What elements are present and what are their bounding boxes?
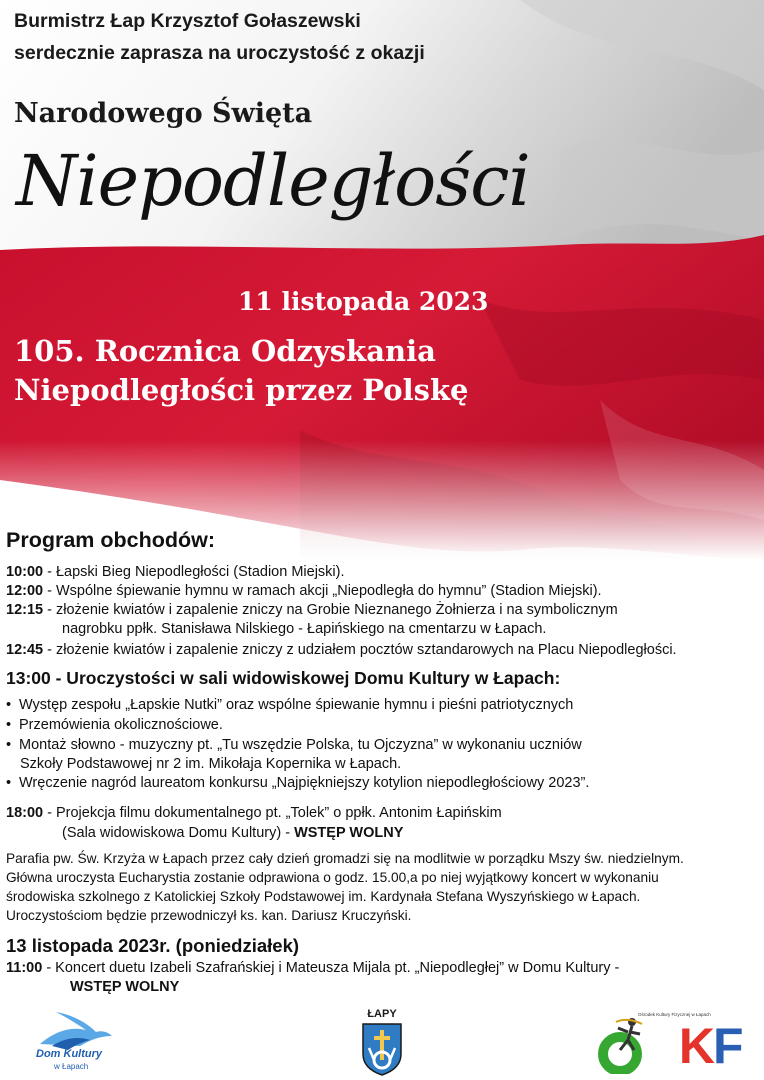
okf-full-name: Ośrodek Kultury Fizycznej w Łapach	[638, 1012, 711, 1017]
program-text: - złożenie kwiatów i zapalenie zniczy na Grobie Nieznanego Żołnierza i na symbolicznym	[43, 602, 618, 618]
program-heading: Program obchodów:	[6, 528, 216, 552]
header-line-2: serdecznie zaprasza na uroczystość z okazji	[14, 42, 425, 64]
film-line-1	[6, 805, 502, 821]
nov13-text: - Koncert duetu Izabeli Szafrańskiej i Mateusza Mijala pt. „Niepodległej” w Domu Kultury -	[42, 960, 620, 976]
bullet-item: • Przemówienia okolicznościowe.	[6, 717, 223, 733]
okf-letters: KF	[678, 1018, 742, 1074]
film-text: - Projekcja filmu dokumentalnego pt. „Tolek” o ppłk. Antonim Łapińskim	[43, 805, 502, 821]
program-text: - złożenie kwiatów i zapalenie zniczy z udziałem pocztów sztandarowych na Placu Niepodległości.	[43, 642, 677, 658]
film-time: 18:00	[6, 805, 44, 821]
okf-logo	[598, 1012, 742, 1074]
bullet-text-cont: Szkoły Podstawowej nr 2 im. Mikołaja Kopernika w Łapach.	[20, 756, 402, 772]
program-time: 12:15	[6, 602, 44, 618]
lapy-crest-logo	[357, 1008, 407, 1078]
parish-line: Uroczystościom będzie przewodniczył ks. kan. Dariusz Kruczyński.	[6, 908, 412, 923]
program-item	[6, 642, 677, 658]
main-event-heading: 13:00 - Uroczystości w sali widowiskowej Domu Kultury w Łapach:	[6, 668, 561, 688]
dom-kultury-logo	[34, 1010, 116, 1074]
film-venue: (Sala widowiskowa Domu Kultury) -	[62, 825, 295, 841]
dom-kultury-place: w Łapach	[54, 1062, 89, 1071]
nov13-heading: 13 listopada 2023r. (poniedziałek)	[6, 935, 300, 956]
program-item	[6, 602, 618, 618]
bullet-text: Montaż słowno - muzyczny pt. „Tu wszędzie Polska, tu Ojczyzna” w wykonaniu uczniów	[19, 737, 582, 753]
event-date: 11 listopada 2023	[238, 287, 489, 316]
parish-line: Główna uroczysta Eucharystia zostanie odprawiona o godz. 15.00,a po niej wyjątkowy koncert w wykonaniu	[6, 870, 659, 885]
anniversary-line-2: Niepodległości przez Polskę	[14, 373, 469, 407]
bullet-item: • Montaż słowno - muzyczny pt. „Tu wszędzie Polska, tu Ojczyzna” w wykonaniu uczniów	[6, 737, 582, 753]
bullet-text: Przemówienia okolicznościowe.	[19, 717, 223, 733]
program-text: - Łapski Bieg Niepodległości (Stadion Miejski).	[43, 564, 345, 580]
anniversary-line-1: 105. Rocznica Odzyskania	[14, 334, 436, 368]
dom-kultury-name: Dom Kultury	[36, 1048, 102, 1060]
title-main: Niepodległości	[16, 140, 530, 222]
program-time: 12:00	[6, 583, 44, 599]
title-line-1: Narodowego Święta	[14, 98, 313, 129]
free-entry-label: WSTĘP WOLNY	[70, 979, 180, 995]
header-line-1: Burmistrz Łap Krzysztof Gołaszewski	[14, 10, 361, 32]
program-item	[6, 564, 345, 580]
program-text: - Wspólne śpiewanie hymnu w ramach akcji „Niepodległa do hymnu” (Stadion Miejski).	[43, 583, 602, 599]
film-line-2	[62, 825, 403, 841]
program-time: 12:45	[6, 642, 44, 658]
program-item	[6, 583, 602, 599]
parish-line: środowiska szkolnego z Katolickiej Szkoły Podstawowej im. Kardynała Stefana Wyszyńskiego w Łapach.	[6, 889, 641, 904]
bird-icon	[34, 1010, 116, 1050]
bullet-text: Występ zespołu „Łapskie Nutki” oraz wspólne śpiewanie hymnu i pieśni patriotycznych	[19, 697, 574, 713]
bullet-item: • Wręczenie nagród laureatom konkursu „Najpiękniejszy kotylion niepodległościowy 2023”.	[6, 775, 590, 791]
coat-of-arms-icon	[361, 1022, 403, 1076]
parish-line: Parafia pw. Św. Krzyża w Łapach przez cały dzień gromadzi się na modlitwie w porządku Mszy św. niedzielnym.	[6, 851, 684, 866]
free-entry-label: WSTĘP WOLNY	[294, 825, 404, 841]
program-time: 10:00	[6, 564, 44, 580]
program-text-cont: nagrobku ppłk. Stanisława Nilskiego - Łapińskiego na cmentarzu w Łapach.	[62, 621, 547, 637]
nov13-item	[6, 960, 619, 976]
nov13-time: 11:00	[6, 960, 43, 976]
bullet-text: Wręczenie nagród laureatom konkursu „Najpiękniejszy kotylion niepodległościowy 2023”.	[19, 775, 590, 791]
bullet-item: • Występ zespołu „Łapskie Nutki” oraz wspólne śpiewanie hymnu i pieśni patriotycznych	[6, 697, 574, 713]
town-name: ŁAPY	[367, 1008, 397, 1020]
